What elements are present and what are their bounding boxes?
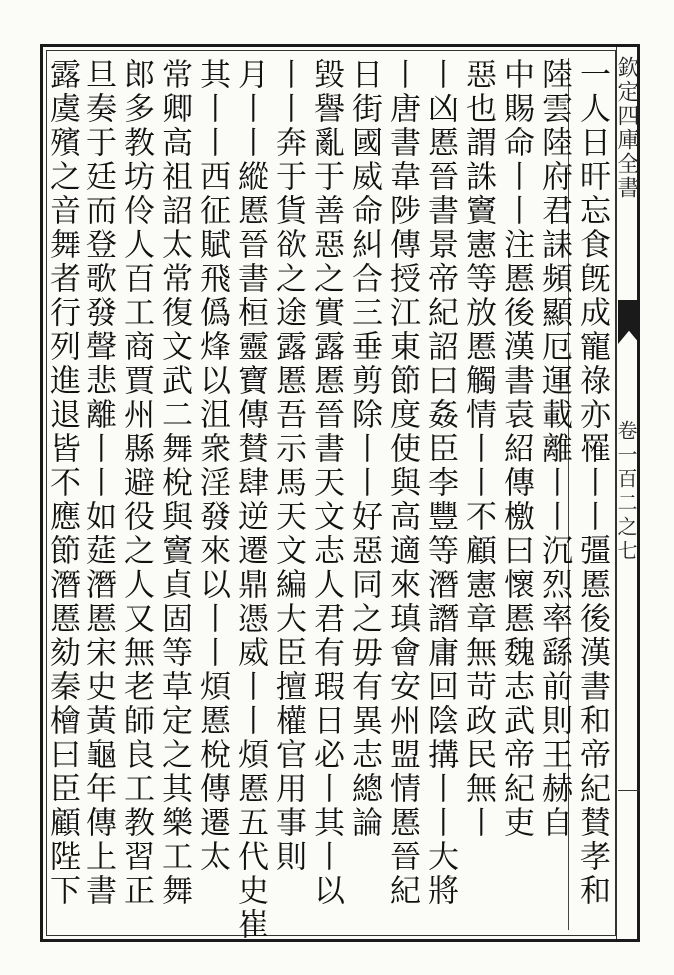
text-column-15: 露虞殯之音舞者行列進退皆不應節潛慝劾秦檜曰臣顧陛下 <box>44 58 80 908</box>
text-column-12: 常卿高祖詔太常復文武二舞梲與竇貞固等草定之其樂工舞 <box>156 58 192 908</box>
text-column-3: 中賜命丨丨注慝後漢書袁紹傳檄曰懷慝魏志武帝紀吏 <box>498 58 534 840</box>
text-column-1: 一人日旰忘食旣成寵祿亦罹丨丨彊慝後漢書和帝紀賛孝和 <box>574 58 610 908</box>
text-column-2: 陸雲陸府君誄頻顯厄運載離丨丨沉烈率繇前則王赫自 <box>536 58 572 840</box>
text-column-14: 旦奏于廷而登歌發聲悲離丨丨如莚潛慝宋史黃龜年傳上書 <box>80 58 116 908</box>
text-column-4: 惡也謂誅竇憲等放慝觸情丨丨不顧憲章無苛政民無丨 <box>460 58 496 840</box>
text-column-11: 其丨丨西征賦飛僞烽以沮衆淫發來以丨丨煩慝梲傳遷太 <box>194 58 230 874</box>
text-column-5: 丨凶慝晉書景帝紀詔曰姦臣李豐等潛譖庸回陰搆丨丨大將 <box>422 58 458 908</box>
text-column-7: 日街國威命糾合三垂剪除丨丨好惡同之毋有異志總論 <box>346 58 382 840</box>
margin-rule <box>618 790 640 791</box>
text-column-10: 月丨丨縱慝晉書桓靈寶傳賛肆逆遷鼎憑威丨丨煩慝五代史崔 <box>232 58 268 942</box>
text-column-6: 丨唐書韋陟傳授江東節度使與高適來瑱會安州盟情慝晉紀 <box>384 58 420 908</box>
text-column-8: 毀譽亂于善惡之實露慝晉書天文志人君有瑕日必丨其丨以 <box>308 58 344 908</box>
text-block <box>44 58 616 942</box>
text-column-9: 丨丨奔于貨欲之途露慝吾示馬天文編大臣擅權官用事則 <box>270 58 306 874</box>
margin-book-title: 欽定四庫全書 <box>614 56 639 200</box>
text-column-13: 郎多教坊伶人百工商賈州縣避役之人又無老師良工教習正 <box>118 58 154 908</box>
margin-volume-label: 卷一百二之七 <box>614 420 638 564</box>
